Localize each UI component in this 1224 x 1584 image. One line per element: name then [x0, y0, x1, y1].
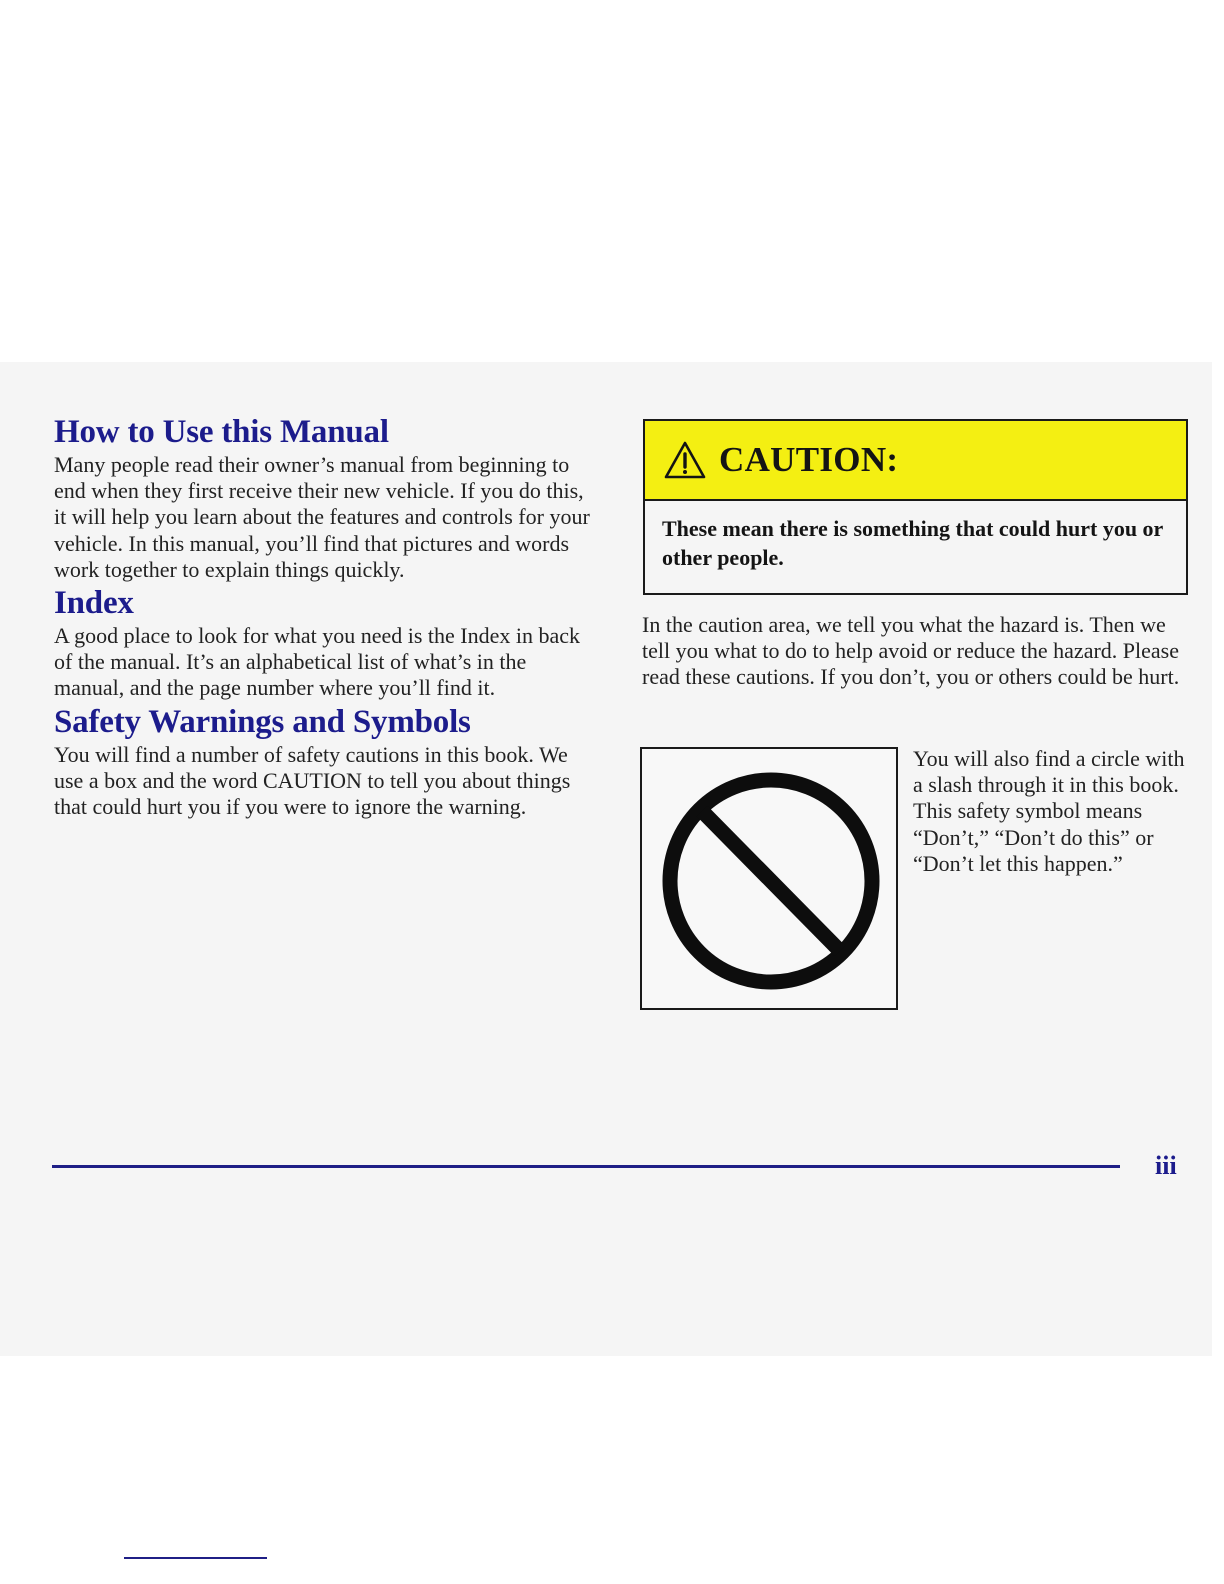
page-number: iii — [1155, 1151, 1177, 1180]
caution-explanation: In the caution area, we tell you what the hazard is. Then we tell you what to do to help avoid or reduce the hazard. Please read these cautions. If you don’t, you or others could be hurt. — [642, 612, 1180, 690]
caution-box — [643, 419, 1188, 595]
bottom-divider — [124, 1557, 267, 1559]
footer-rule — [52, 1165, 1120, 1168]
symbol-description: You will also find a circle with a slash through it in this book. This safety symbol means “Don’t,” “Don’t do this” or “Don’t let this happen.” — [913, 746, 1185, 876]
section-title-how-to-use: How to Use this Manual — [54, 414, 389, 450]
prohibition-circle-slash-icon — [642, 749, 896, 1008]
left-column — [54, 412, 599, 820]
section-body-how-to-use: Many people read their owner’s manual from beginning to end when they first receive their new vehicle. If you do this, it will help you learn about the features and controls for your vehicle. In this manual, you’ll find that pictures and words work together to explain things quickly. — [54, 452, 590, 582]
caution-header — [645, 421, 1186, 501]
section-body-safety-warnings: You will find a number of safety cautions in this book. We use a box and the word CAUTION to tell you about things that could hurt you if you were to ignore the warning. — [54, 741, 571, 820]
section-title-index: Index — [54, 585, 134, 622]
section-title-safety-warnings: Safety Warnings and Symbols — [54, 703, 471, 740]
warning-triangle-icon — [663, 440, 707, 480]
prohibition-symbol-box — [640, 747, 898, 1010]
caution-body: These mean there is something that could hurt you or other people. — [662, 516, 1163, 570]
caution-title: CAUTION: — [719, 440, 899, 479]
section-body-index: A good place to look for what you need is the Index in back of the manual. It’s an alphabetical list of what’s in the manual, and the page number where you’ll find it. — [54, 623, 581, 701]
